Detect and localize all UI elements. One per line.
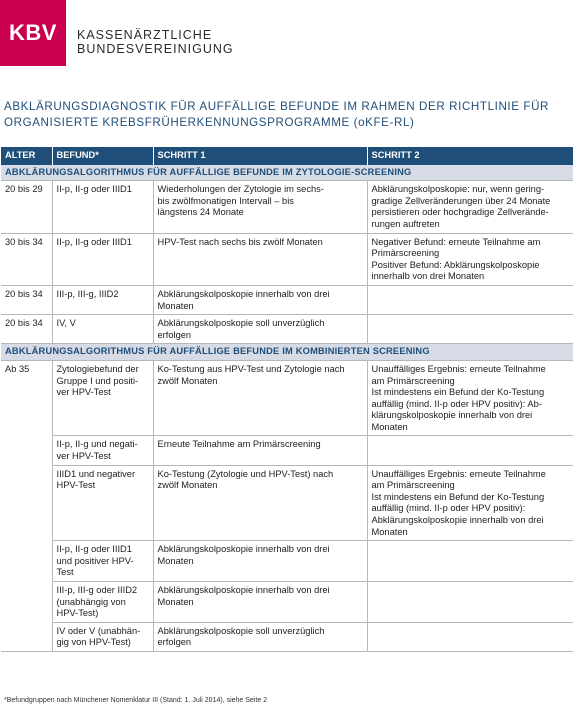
cell-alter: 20 bis 34 [1,315,52,344]
cell-text-line: Unauffälliges Ergebnis: erneute Teilnahme [371,363,546,374]
cell-text-line: Monaten [371,526,408,537]
table-row [1,582,573,623]
table-row [1,541,573,582]
cell-befund [52,315,153,344]
cell-schritt-1 [153,622,367,651]
table-row [1,315,573,344]
cell-text-line: Monaten [157,596,194,607]
cell-text-line: II-p, II-g oder IIID1 [56,544,132,555]
cell-schritt-2 [367,541,573,582]
cell-befund [52,360,153,436]
cell-befund [52,622,153,651]
cell-befund [52,181,153,233]
organization-name [77,28,234,56]
cell-schritt-1 [153,541,367,582]
cell-befund [52,541,153,582]
cell-text-line: persistieren oder hochgradige Zellverände- [371,207,549,218]
cell-alter: 30 bis 34 [1,233,52,285]
cell-text-line: zwölf Monaten [157,480,218,491]
cell-schritt-2 [367,233,573,285]
cell-text-line: und positiver HPV- [56,555,134,566]
cell-befund [52,465,153,541]
cell-text-line: IV oder V (unabhän- [56,625,141,636]
kbv-logo: KBV [0,0,66,66]
cell-text-line: Ko-Testung (Zytologie und HPV-Test) nach [157,468,334,479]
cell-text-line: gradige Zellveränderungen über 24 Monate [371,195,551,206]
cell-schritt-2 [367,315,573,344]
cell-schritt-1 [153,285,367,314]
cell-text-line: Monaten [157,555,194,566]
cell-schritt-2 [367,285,573,314]
cell-text-line: erfolgen [157,637,192,648]
cell-text-line: längstens 24 Monate [157,207,244,218]
title-line-2: ORGANISIERTE KREBSFRÜHERKENNUNGSPROGRAMME (oKFE-RL) [4,116,415,129]
cell-text-line: Erneute Teilnahme am Primärscreening [157,439,321,450]
cell-befund [52,436,153,465]
cell-text-line: Test [56,567,74,578]
cell-text-line: auffällig (mind. II-p oder HPV positiv): [371,503,526,514]
section-title: ABKLÄRUNGSALGORITHMUS FÜR AUFFÄLLIGE BEFUNDE IM KOMBINIERTEN SCREENING [1,344,573,361]
cell-text-line: Negativer Befund: erneute Teilnahme am [371,236,541,247]
cell-text-line: III-p, III-g, IIID2 [56,288,119,299]
cell-schritt-1 [153,465,367,541]
cell-text-line: Abklärungskolposkopie innerhalb von drei [371,515,544,526]
cell-text-line: gig von HPV-Test) [56,637,131,648]
cell-text-line: innerhalb von drei Monaten [371,271,485,282]
cell-schritt-2 [367,582,573,623]
table-row [1,436,573,465]
cell-schritt-1 [153,233,367,285]
cell-schritt-2 [367,360,573,436]
cell-befund [52,233,153,285]
table-section-header [1,165,573,181]
cell-schritt-1 [153,360,367,436]
cell-text-line: II-p, II-g und negati- [56,439,138,450]
table-row [1,233,573,285]
cell-text-line: Gruppe I und positi- [56,375,139,386]
org-line-1: KASSENÄRZTLICHE [77,28,213,42]
table-row [1,181,573,233]
cell-schritt-1 [153,436,367,465]
cell-text-line: Monaten [157,300,194,311]
column-header-schritt-2: SCHRITT 2 [367,147,573,165]
cell-text-line: III-p, III-g oder IIID2 [56,585,138,595]
cell-text-line: II-p, II-g oder IIID1 [56,236,132,247]
table-row [1,285,573,314]
cell-text-line: Abklärungskolposkopie: nur, wenn gering- [371,184,545,195]
section-title: ABKLÄRUNGSALGORITHMUS FÜR AUFFÄLLIGE BEFUNDE IM ZYTOLOGIE-SCREENING [1,165,573,181]
cell-schritt-2 [367,465,573,541]
cell-alter: 20 bis 29 [1,181,52,233]
cell-schritt-2 [367,181,573,233]
cell-text-line: Abklärungskolposkopie soll unverzüglich [157,318,325,329]
cell-schritt-1 [153,315,367,344]
column-header-befund: BEFUND* [52,147,153,165]
table-row [1,360,573,436]
diagnostics-table [1,147,573,652]
cell-text-line: Abklärungskolposkopie soll unverzüglich [157,625,325,636]
cell-text-line: am Primärscreening [371,480,455,491]
cell-text-line: Primärscreening [371,248,440,259]
cell-text-line: ver HPV-Test [56,387,111,398]
cell-text-line: erfolgen [157,329,192,340]
cell-text-line: Unauffälliges Ergebnis: erneute Teilnahme [371,468,546,479]
cell-alter: 20 bis 34 [1,285,52,314]
cell-schritt-2 [367,622,573,651]
cell-text-line: am Primärscreening [371,375,455,386]
cell-befund [52,582,153,623]
cell-text-line: Ko-Testung aus HPV-Test und Zytologie nach [157,363,345,374]
column-header-schritt-1: SCHRITT 1 [153,147,367,165]
cell-text-line: Ist mindestens ein Befund der Ko-Testung [371,491,545,502]
cell-schritt-1 [153,582,367,623]
cell-text-line: HPV-Test) [56,608,99,619]
cell-text-line: auffällig (mind. II-p oder HPV positiv): Ab- [371,398,542,409]
cell-text-line: Wiederholungen der Zytologie im sechs- [157,184,324,195]
cell-text-line: HPV-Test nach sechs bis zwölf Monaten [157,236,323,247]
title-line-1: ABKLÄRUNGSDIAGNOSTIK FÜR AUFFÄLLIGE BEFUNDE IM RAHMEN DER RICHTLINIE FÜR [4,100,550,113]
cell-text-line: II-p, II-g oder IIID1 [56,184,132,195]
cell-text-line: zwölf Monaten [157,375,218,386]
cell-text-line: Positiver Befund: Abklärungskolposkopie [371,259,540,270]
cell-alter: Ab 35 [1,360,52,651]
cell-text-line: HPV-Test [56,480,96,491]
org-line-2: BUNDESVEREINIGUNG [77,42,234,56]
cell-text-line: IV, V [56,318,76,329]
cell-text-line: bis zwölfmonatigen Intervall – bis [157,195,294,206]
cell-schritt-1 [153,181,367,233]
cell-text-line: Abklärungskolposkopie innerhalb von drei [157,288,330,299]
cell-text-line: Monaten [371,421,408,432]
table-row [1,465,573,541]
cell-text-line: Abklärungskolposkopie innerhalb von drei [157,544,330,555]
cell-text-line: rungen auftreten [371,218,440,229]
cell-text-line: Zytologiebefund der [56,363,139,374]
page-title [4,99,569,131]
cell-text-line: ver HPV-Test [56,451,111,462]
table-section-header [1,344,573,361]
cell-text-line: Ist mindestens ein Befund der Ko-Testung [371,387,545,398]
cell-text-line: IIID1 und negativer [56,468,136,479]
table-row [1,622,573,651]
footnote: *Befundgruppen nach Münchener Nomenklatur III (Stand: 1. Juli 2014), siehe Seite 2 [4,697,268,704]
cell-text-line: Abklärungskolposkopie innerhalb von drei [157,585,330,595]
table-header-row [1,147,573,165]
cell-schritt-2 [367,436,573,465]
cell-befund [52,285,153,314]
column-header-alter: ALTER [1,147,52,165]
cell-text-line: klärungskolposkopie innerhalb von drei [371,410,533,421]
cell-text-line: (unabhängig von [56,596,126,607]
